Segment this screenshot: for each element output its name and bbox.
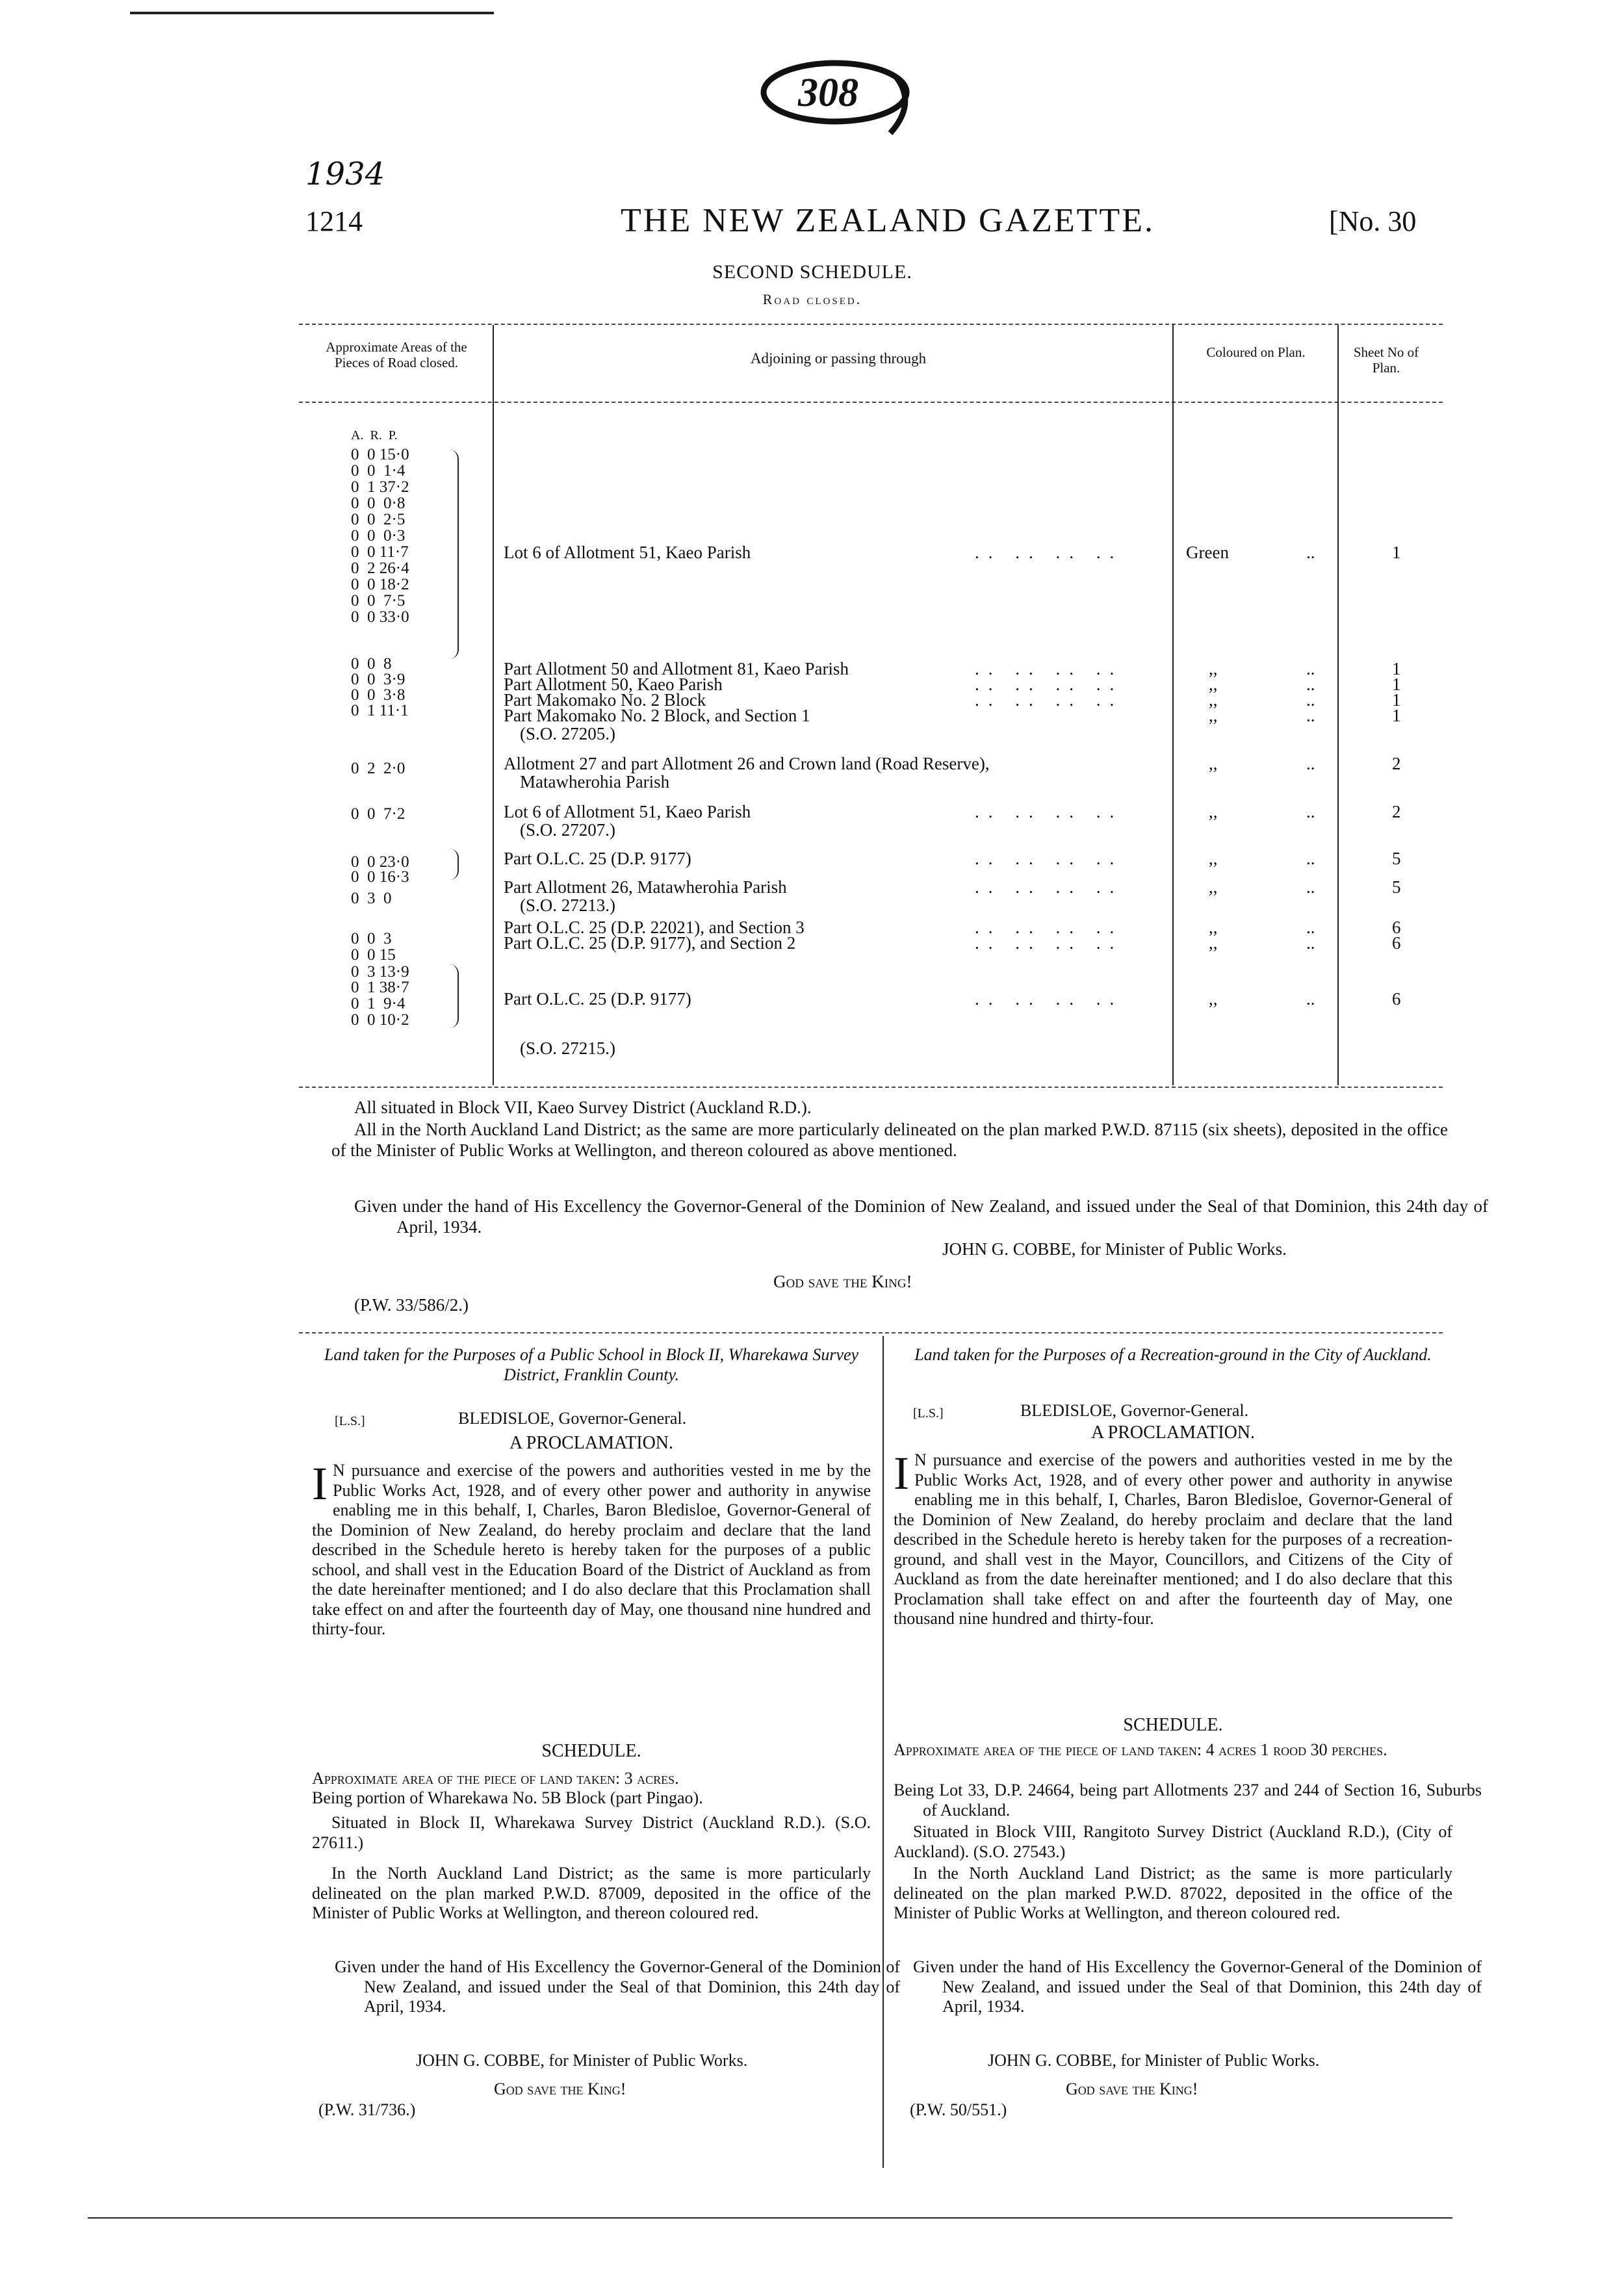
left-s4: In the North Auckland Land District; as the same is more particularly delineated on the plan marked P.W.D. 87009, deposited in the office of the Minister of Public Works at Wellington, and thereon coloured red.	[312, 1864, 871, 1922]
left-schedule-title: SCHEDULE.	[541, 1741, 641, 1761]
leader-dots: ..	[1306, 877, 1315, 897]
area-value: 0 0 2·5	[351, 511, 406, 528]
brace-group-3	[450, 964, 459, 1028]
row-adjoining: Part O.L.C. 25 (D.P. 9177)	[504, 989, 691, 1009]
area-value: 0 0 3·9	[351, 671, 406, 688]
row-sheet: 2	[1392, 802, 1401, 821]
area-value: 0 0 23·0	[351, 853, 409, 871]
leader-dots: .. .. .. ..	[975, 675, 1124, 694]
area-value: 0 0 11·7	[351, 543, 409, 561]
left-ls: [L.S.]	[335, 1414, 365, 1428]
left-governor: BLEDISLOE, Governor-General.	[458, 1409, 687, 1428]
left-s1: Approximate area of the piece of land taken: 3 acres.	[312, 1769, 679, 1788]
row-adjoining: Part Allotment 50, Kaeo Parish	[504, 675, 723, 694]
right-god-save: God save the King!	[1066, 2079, 1198, 2098]
area-value: 0 0 1·4	[351, 462, 406, 480]
row-adjoining: (S.O. 27205.)	[520, 724, 615, 743]
left-s2: Being portion of Wharekawa No. 5B Block (part Pingao).	[312, 1788, 703, 1807]
row-sheet: 5	[1392, 877, 1401, 897]
leader-dots: ..	[1306, 690, 1315, 710]
row-adjoining: Matawherohia Parish	[520, 772, 670, 792]
area-value: 0 0 7·5	[351, 592, 406, 610]
row-sheet: 2	[1392, 754, 1401, 773]
leader-dots: .. .. .. ..	[975, 989, 1124, 1009]
row-sheet: 1	[1392, 675, 1401, 694]
table-header-rule	[299, 402, 1443, 403]
leader-dots: ..	[1306, 754, 1315, 773]
row-adjoining: Part O.L.C. 25 (D.P. 9177)	[504, 849, 691, 868]
area-value: 0 2 26·4	[351, 560, 409, 577]
leader-dots: .. .. .. ..	[975, 933, 1124, 953]
right-dropcap: I	[894, 1447, 909, 1499]
table-top-rule	[299, 324, 1443, 325]
right-ref: (P.W. 50/551.)	[910, 2100, 1007, 2119]
area-value: 0 3 13·9	[351, 963, 409, 981]
row-coloured: ,,	[1209, 659, 1218, 678]
row-sheet: 1	[1392, 690, 1401, 710]
right-s2: Being Lot 33, D.P. 24664, being part Allotments 237 and 244 of Section 16, Suburbs of Auckland.	[894, 1781, 1482, 1820]
row-sheet: 6	[1392, 989, 1401, 1009]
issue-number: [No. 30	[1329, 205, 1417, 237]
left-heading: Land taken for the Purposes of a Public School in Block II, Wharekawa Survey District, Franklin County.	[324, 1345, 859, 1384]
col-header-areas: Approximate Areas of the Pieces of Road closed.	[326, 339, 467, 370]
section-rule	[299, 1332, 1443, 1333]
leader-dots: .. .. .. ..	[975, 849, 1124, 868]
leader-dots: ..	[1306, 706, 1315, 725]
left-proclamation: A PROCLAMATION.	[509, 1433, 674, 1453]
right-s3: Situated in Block VIII, Rangitoto Survey District (Auckland R.D.), (City of Auckland). (S.O. 27543.)	[894, 1822, 1452, 1861]
leader-dots: ..	[1306, 675, 1315, 694]
row-adjoining: Part O.L.C. 25 (D.P. 22021), and Section 3	[504, 918, 805, 937]
table-col-divider-1	[493, 325, 494, 1085]
right-body-text: N pursuance and exercise of the powers and authorities vested in me by the Public Works Act, 1928, and of every other power and authority in anywise enabling me in this behalf, I, Charles, Baron Bledisloe, Governor-General of the Dominion of New Zealand, do hereby proclaim and declare that the land described in the Schedule hereto is hereby taken for the purposes of a recreation-ground, and shall vest in the Mayor, Councillors, and Citizens of the City of Auckland as from the date hereinafter mentioned; and I do also declare that this Proclamation shall take effect on and after the fourteenth day of May, one thousand nine hundred and thirty-four.	[894, 1450, 1452, 1628]
row-coloured: ,,	[1209, 877, 1218, 897]
row-sheet: 1	[1392, 706, 1401, 725]
area-value: 0 0 7·2	[351, 805, 406, 823]
leader-dots: .. .. .. ..	[975, 543, 1124, 562]
left-body	[312, 1458, 871, 1640]
area-value: 0 0 3·8	[351, 686, 406, 704]
brace-group-2	[450, 849, 459, 880]
top-scan-edge	[130, 12, 494, 14]
right-s1: Approximate area of the piece of land taken: 4 acres 1 rood 30 perches.	[894, 1740, 1387, 1759]
row-coloured: Green	[1186, 543, 1229, 562]
right-schedule-title: SCHEDULE.	[1123, 1715, 1223, 1735]
area-value: 0 0 0·3	[351, 527, 406, 545]
row-adjoining: Part Allotment 50 and Allotment 81, Kaeo Parish	[504, 659, 849, 678]
area-unit-header: A. R. P.	[351, 428, 398, 443]
right-heading: Land taken for the Purposes of a Recreation-ground in the City of Auckland.	[914, 1345, 1432, 1364]
col-header-coloured: Coloured on Plan.	[1206, 344, 1306, 360]
gazette-title: THE NEW ZEALAND GAZETTE.	[621, 202, 1155, 239]
schedule-footer-situated: All situated in Block VII, Kaeo Survey District (Auckland R.D.).	[354, 1098, 812, 1117]
area-value: 0 1 9·4	[351, 995, 406, 1012]
row-sheet: 6	[1392, 933, 1401, 953]
schedule-footer-ref: (P.W. 33/586/2.)	[354, 1295, 469, 1315]
archive-stamp	[754, 52, 929, 136]
row-coloured: ,,	[1209, 754, 1218, 773]
row-adjoining: Part Makomako No. 2 Block, and Section 1	[504, 706, 810, 725]
row-coloured: ,,	[1209, 690, 1218, 710]
handwritten-year: 1934	[305, 156, 385, 192]
leader-dots: ..	[1306, 543, 1315, 562]
col-header-adjoining: Adjoining or passing through	[750, 350, 927, 367]
leader-dots: ..	[1306, 802, 1315, 821]
area-value: 0 0 3	[351, 930, 392, 947]
area-value: 0 0 8	[351, 655, 392, 673]
leader-dots: ..	[1306, 989, 1315, 1009]
right-given: Given under the hand of His Excellency the Governor-General of the Dominion of New Zealand, and issued under the Seal of that Dominion, this 24th day of April, 1934.	[913, 1957, 1482, 2016]
column-divider	[883, 1336, 884, 2168]
left-body-text: N pursuance and exercise of the powers and authorities vested in me by the Public Works Act, 1928, and of every other power and authority in anywise enabling me in this behalf, I, Charles, Baron Bledisloe, Governor-General of the Dominion of New Zealand, do hereby proclaim and declare that the land described in the Schedule hereto is hereby taken for the purposes of a public school, and shall vest in the Education Board of the District of Auckland as from the date hereinafter mentioned; and I do also declare that this Proclamation shall take effect on and after the fourteenth day of May, one thousand nine hundred and thirty-four.	[312, 1461, 871, 1638]
leader-dots: .. .. .. ..	[975, 802, 1124, 821]
row-adjoining: Lot 6 of Allotment 51, Kaeo Parish	[504, 802, 751, 821]
leader-dots: .. .. .. ..	[975, 690, 1124, 710]
stamp-number: 308	[798, 71, 858, 115]
row-coloured: ,,	[1209, 802, 1218, 821]
row-coloured: ,,	[1209, 918, 1218, 937]
row-adjoining: Part Makomako No. 2 Block	[504, 690, 706, 710]
row-adjoining: (S.O. 27213.)	[520, 895, 615, 915]
leader-dots: .. .. .. ..	[975, 877, 1124, 897]
table-col-divider-2	[1172, 325, 1174, 1085]
area-value: 0 0 15·0	[351, 446, 409, 463]
leader-dots: ..	[1306, 849, 1315, 868]
leader-dots: ..	[1306, 933, 1315, 953]
schedule-footer-given: Given under the hand of His Excellency the Governor-General of the Dominion of New Zealand, and issued under the Seal of that Dominion, this 24th day of April, 1934.	[354, 1196, 1488, 1237]
right-body	[894, 1447, 1452, 1629]
row-coloured: ,,	[1209, 989, 1218, 1009]
schedule-footer-god-save: God save the King!	[773, 1272, 912, 1291]
page-number: 1214	[305, 205, 363, 237]
row-sheet: 5	[1392, 849, 1401, 868]
schedule-footer-district: All in the North Auckland Land District; as the same are more particularly delineated on the plan marked P.W.D. 87115 (six sheets), deposited in the office of the Minister of Public Works at Wellington, and thereon coloured as above mentioned.	[331, 1120, 1448, 1160]
area-value: 0 1 11·1	[351, 702, 409, 719]
row-adjoining: (S.O. 27215.)	[520, 1038, 615, 1058]
area-value: 0 0 33·0	[351, 608, 409, 626]
right-ls: [L.S.]	[913, 1406, 944, 1421]
row-adjoining: Part Allotment 26, Matawherohia Parish	[504, 877, 787, 897]
schedule-heading: SECOND SCHEDULE.	[712, 261, 912, 283]
left-ref: (P.W. 31/736.)	[318, 2100, 416, 2119]
left-given: Given under the hand of His Excellency the Governor-General of the Dominion of New Zealand, and issued under the Seal of that Dominion, this 24th day of April, 1934.	[335, 1957, 900, 2016]
table-bottom-rule	[299, 1087, 1443, 1088]
schedule-footer-signature: JOHN G. COBBE, for Minister of Public Works.	[942, 1239, 1287, 1259]
area-value: 0 3 0	[351, 890, 392, 907]
area-value: 0 2 2·0	[351, 760, 406, 777]
left-god-save: God save the King!	[494, 2079, 626, 2098]
right-proclamation: A PROCLAMATION.	[1090, 1423, 1256, 1443]
area-value: 0 0 0·8	[351, 495, 406, 512]
area-value: 0 0 15	[351, 946, 396, 964]
leader-dots: ..	[1306, 918, 1315, 937]
schedule-subheading: Road closed.	[762, 291, 862, 307]
row-adjoining: Allotment 27 and part Allotment 26 and Crown land (Road Reserve),	[504, 754, 990, 773]
row-coloured: ,,	[1209, 849, 1218, 868]
area-value: 0 0 10·2	[351, 1011, 409, 1029]
table-col-divider-3	[1337, 325, 1339, 1085]
right-s4: In the North Auckland Land District; as the same is more particularly delineated on the plan marked P.W.D. 87022, deposited in the office of the Minister of Public Works at Wellington, and thereon coloured red.	[894, 1864, 1452, 1922]
leader-dots: .. .. .. ..	[975, 659, 1124, 678]
row-sheet: 1	[1392, 543, 1401, 562]
area-value: 0 1 37·2	[351, 478, 409, 496]
area-value: 0 1 38·7	[351, 979, 409, 996]
row-coloured: ,,	[1209, 706, 1218, 725]
page-bottom-rule	[88, 2217, 1452, 2219]
left-s3: Situated in Block II, Wharekawa Survey District (Auckland R.D.). (S.O. 27611.)	[312, 1813, 871, 1852]
row-coloured: ,,	[1209, 675, 1218, 694]
row-sheet: 1	[1392, 659, 1401, 678]
brace-group-1	[450, 450, 459, 659]
row-adjoining: Lot 6 of Allotment 51, Kaeo Parish	[504, 543, 751, 562]
col-header-sheet: Sheet No of Plan.	[1353, 344, 1419, 376]
row-coloured: ,,	[1209, 933, 1218, 953]
leader-dots: ..	[1306, 659, 1315, 678]
row-adjoining: Part O.L.C. 25 (D.P. 9177), and Section 2	[504, 933, 796, 953]
area-value: 0 0 18·2	[351, 576, 409, 593]
right-signature: JOHN G. COBBE, for Minister of Public Works.	[988, 2051, 1320, 2070]
left-signature: JOHN G. COBBE, for Minister of Public Works.	[416, 2051, 748, 2070]
right-governor: BLEDISLOE, Governor-General.	[1020, 1401, 1249, 1420]
area-value: 0 0 16·3	[351, 868, 409, 886]
row-sheet: 6	[1392, 918, 1401, 937]
row-adjoining: (S.O. 27207.)	[520, 820, 615, 840]
leader-dots: .. .. .. ..	[975, 918, 1124, 937]
left-dropcap: I	[312, 1458, 328, 1510]
